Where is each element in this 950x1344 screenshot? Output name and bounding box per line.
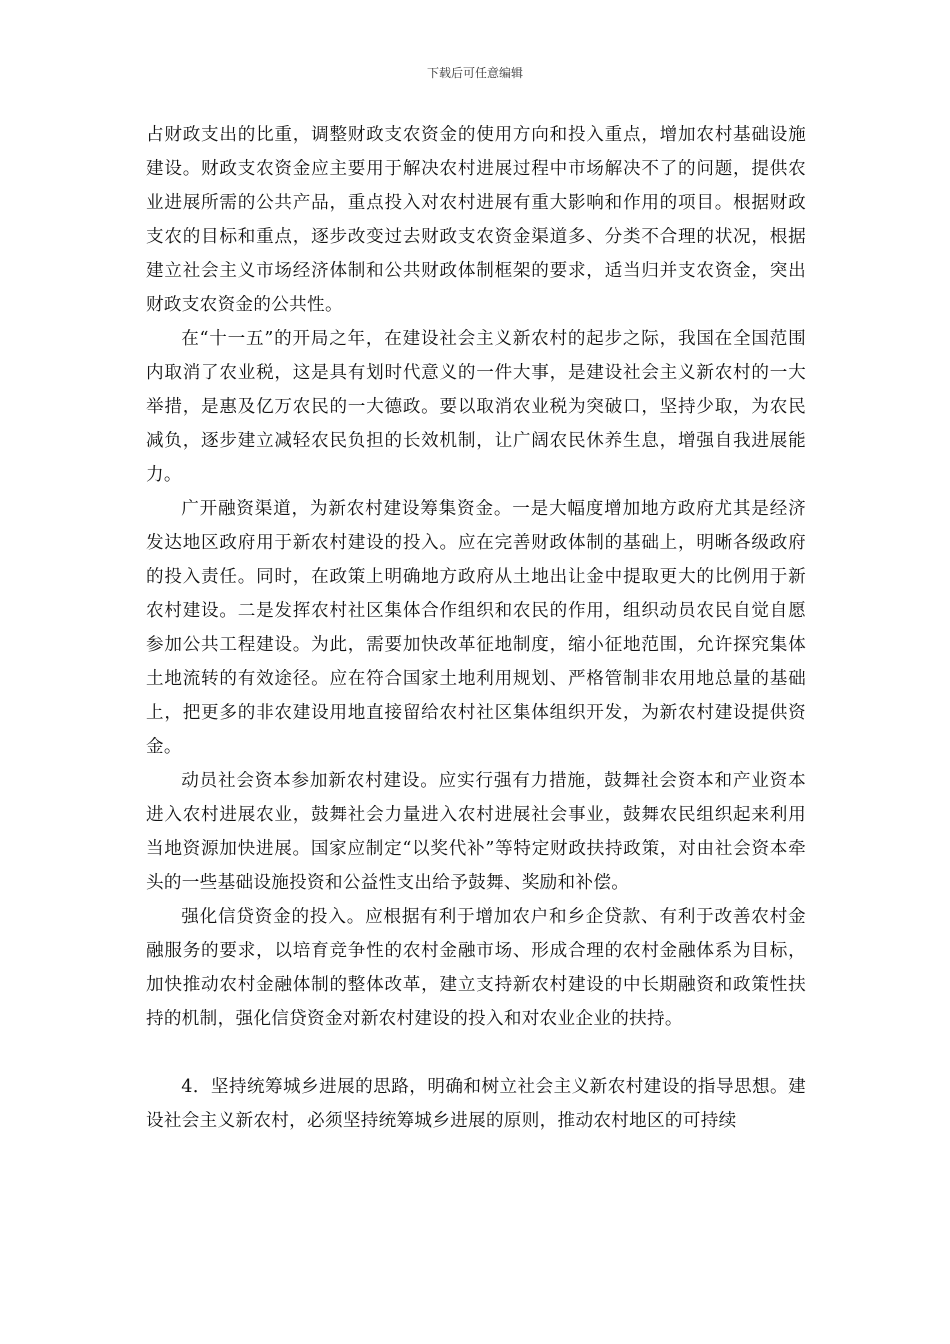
paragraph-spacer [146, 1036, 806, 1070]
document-body [146, 118, 806, 1138]
paragraph-credit-funds: 强化信贷资金的投入。应根据有利于增加农户和乡企贷款、有利于改善农村金融服务的要求，以培育竞争性的农村金融市场、形成合理的农村金融体系为目标，加快推动农村金融体制的整体改革，建立支持新农村建设的中长期融资和政策性扶持的机制，强化信贷资金对新农村建设的投入和对农业企业的扶持。 [146, 907, 806, 1029]
paragraph-agricultural-tax: 在“十一五”的开局之年，在建设社会主义新农村的起步之际，我国在全国范围内取消了农业税，这是具有划时代意义的一件大事，是建设社会主义新农村的一大举措，是惠及亿万农民的一大德政。要以取消农业税为突破口，坚持少取，为农民减负，逐步建立减轻农民负担的长效机制，让广阔农民休养生息，增强自我进展能力。 [146, 329, 806, 485]
paragraph-section-4: 4．坚持统筹城乡进展的思路，明确和树立社会主义新农村建设的指导思想。建设社会主义新农村，必须坚持统筹城乡进展的原则，推动农村地区的可持续 [146, 1077, 806, 1131]
paragraph-financing-channels: 广开融资渠道，为新农村建设筹集资金。一是大幅度增加地方政府尤其是经济发达地区政府用于新农村建设的投入。应在完善财政体制的基础上，明晰各级政府的投入责任。同时，在政策上明确地方政府从土地出让金中提取更大的比例用于新农村建设。二是发挥农村社区集体合作组织和农民的作用，组织动员农民自觉自愿参加公共工程建设。为此，需要加快改革征地制度，缩小征地范围，允许探究集体土地流转的有效途径。应在符合国家土地利用规划、严格管制非农用地总量的基础上，把更多的非农建设用地直接留给农村社区集体组织开发，为新农村建设提供资金。 [146, 499, 806, 757]
paragraph-social-capital: 动员社会资本参加新农村建设。应实行强有力措施，鼓舞社会资本和产业资本进入农村进展农业，鼓舞社会力量进入农村进展社会事业，鼓舞农民组织起来利用当地资源加快进展。国家应制定“以奖代补”等特定财政扶持政策，对由社会资本牵头的一些基础设施投资和公益性支出给予鼓舞、奖励和补偿。 [146, 771, 806, 893]
paragraph-continuation: 占财政支出的比重，调整财政支农资金的使用方向和投入重点，增加农村基础设施建设。财政支农资金应主要用于解决农村进展过程中市场解决不了的问题，提供农业进展所需的公共产品，重点投入对农村进展有重大影响和作用的项目。根据财政支农的目标和重点，逐步改变过去财政支农资金渠道多、分类不合理的状况，根据建立社会主义市场经济体制和公共财政体制框架的要求，适当归并支农资金，突出财政支农资金的公共性。 [146, 125, 806, 315]
page-header: 下载后可任意编辑 [426, 66, 523, 80]
